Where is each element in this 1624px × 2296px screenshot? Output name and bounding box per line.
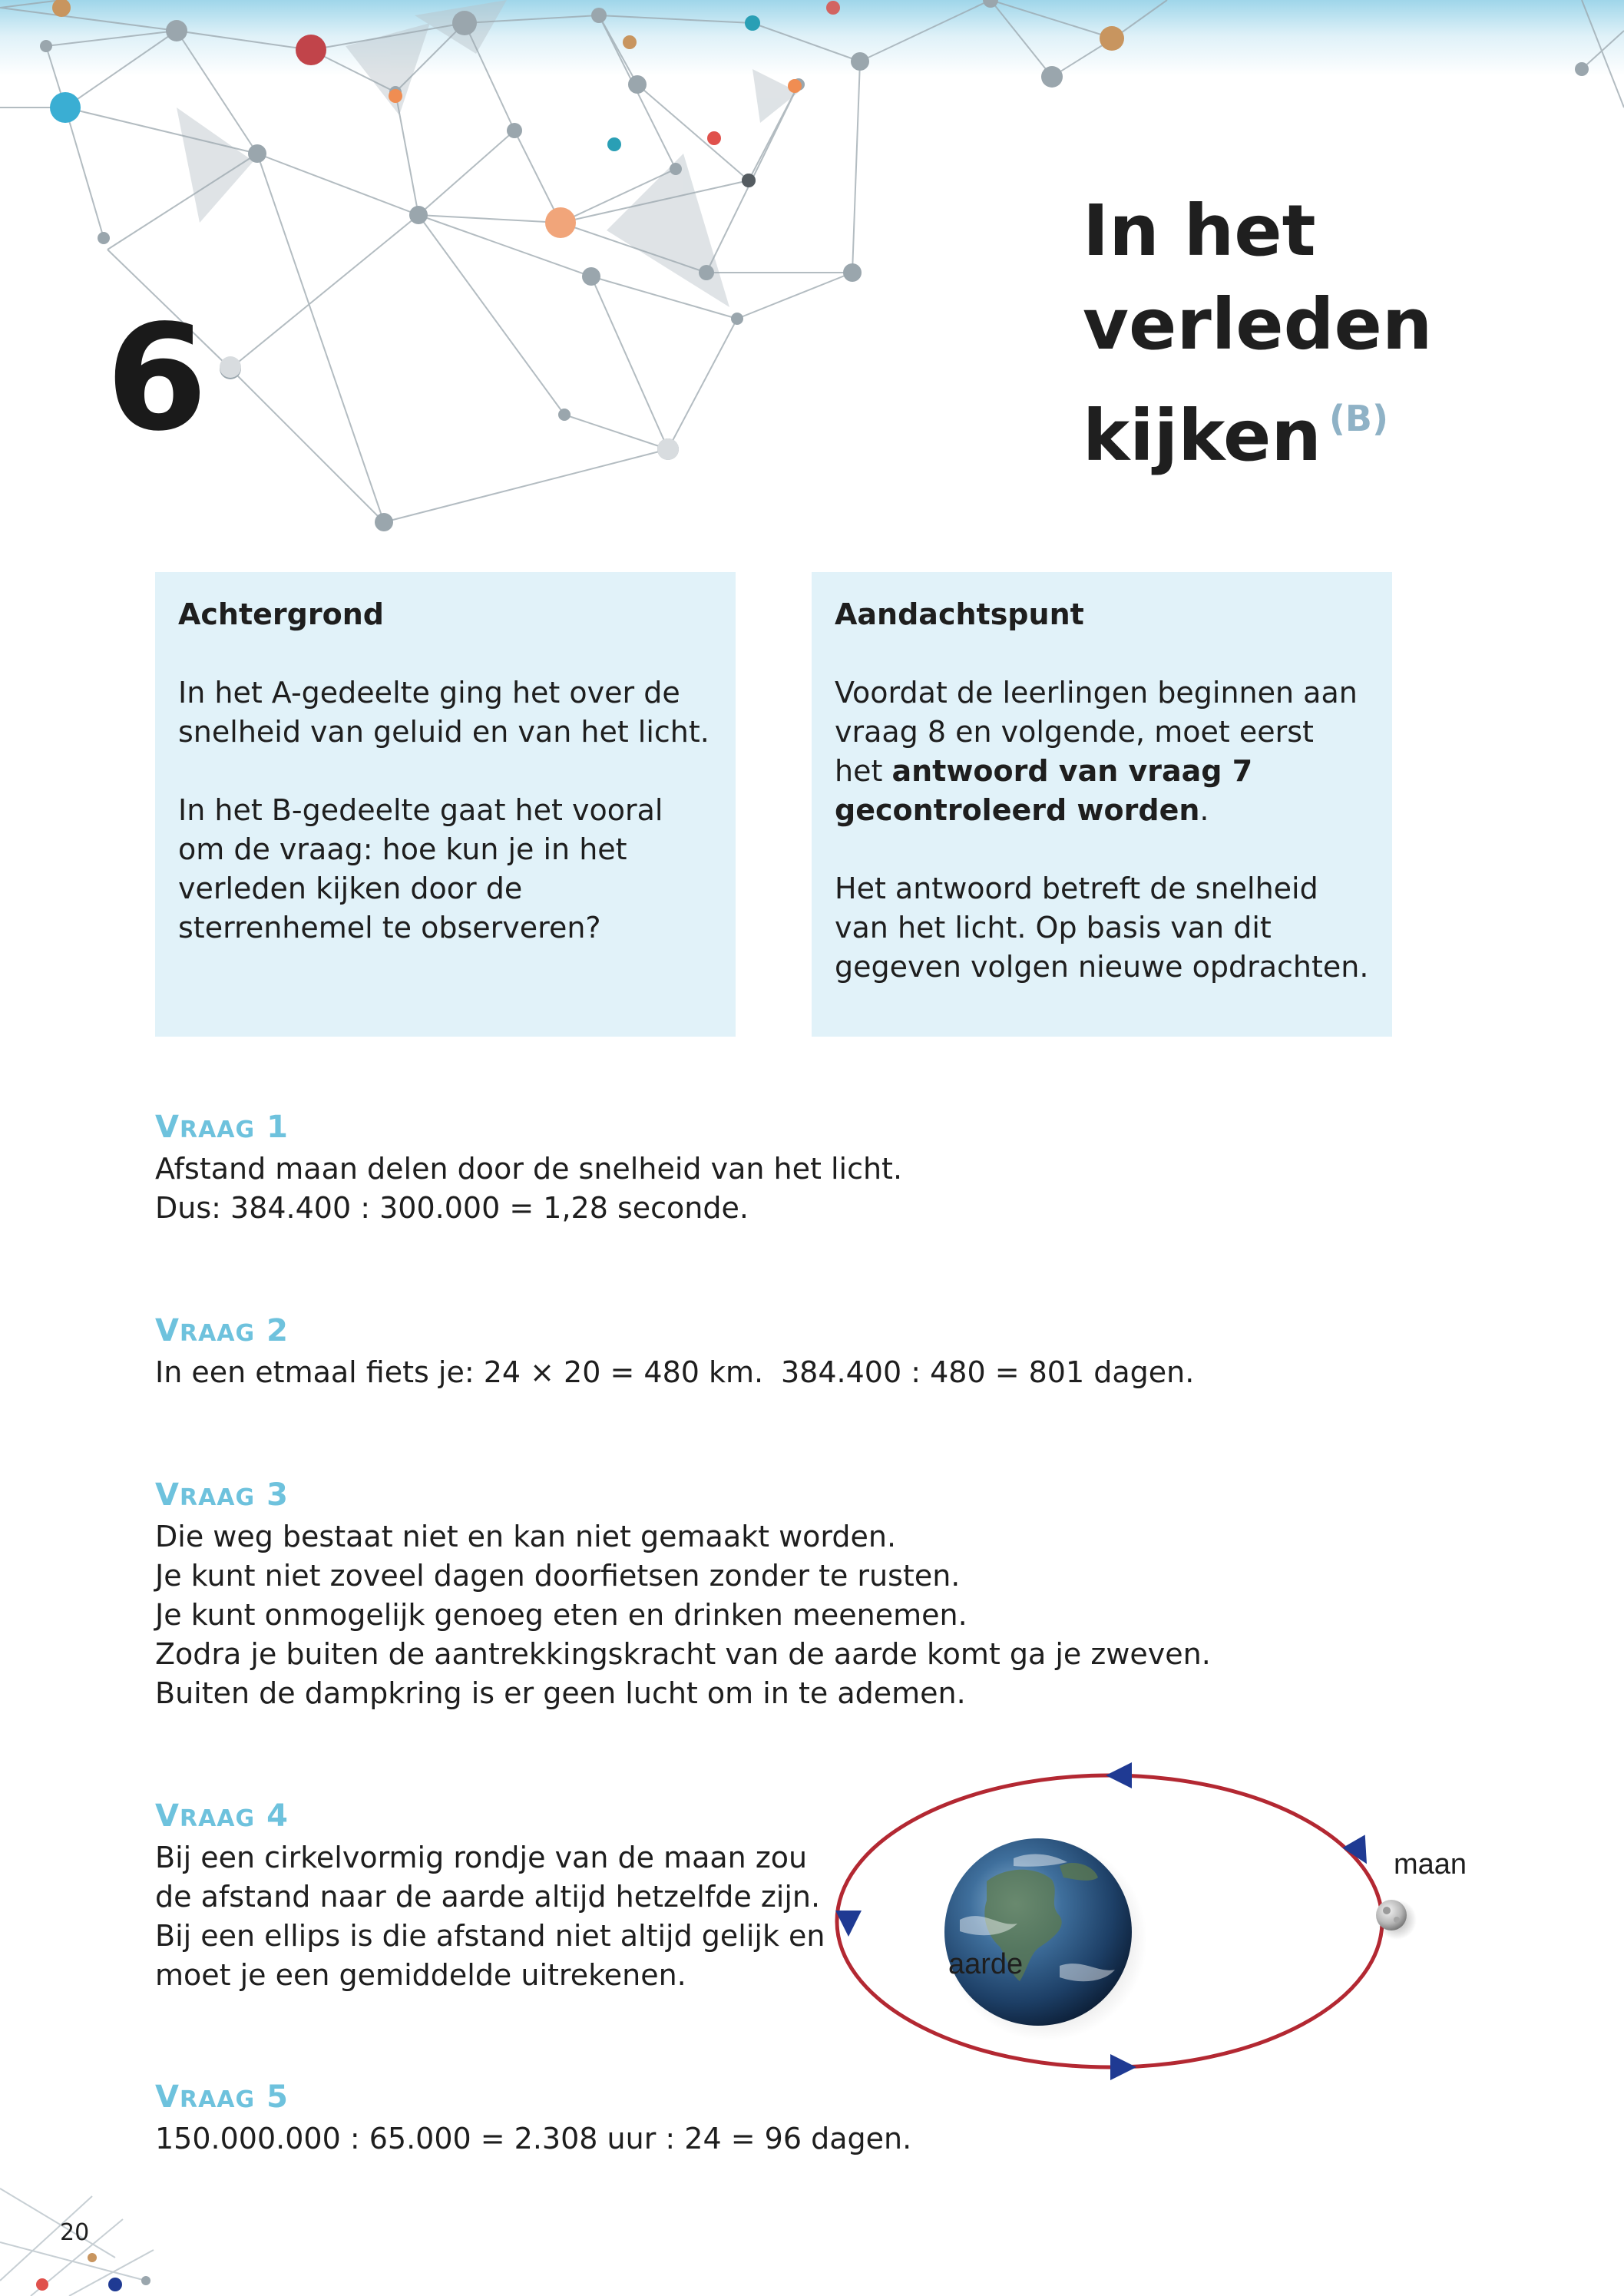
question-5-heading — [155, 2078, 911, 2119]
question-3-heading — [155, 1476, 1211, 1517]
question-3-line-1: Die weg bestaat niet en kan niet gemaakt worden. — [155, 1520, 897, 1553]
question-3 — [155, 1476, 1211, 1713]
page-title — [1083, 184, 1432, 483]
attention-heading: Aandachtspunt — [835, 597, 1084, 631]
moon — [1376, 1900, 1407, 1930]
moon-crater-1 — [1383, 1907, 1391, 1914]
background-paragraph-1: In het A-gedeelte ging het over de snelheid van geluid en van het licht. — [178, 676, 709, 749]
question-1 — [155, 1108, 902, 1228]
moon-crater-2 — [1394, 1917, 1400, 1923]
question-4-line-4: moet je een gemiddelde uitrekenen. — [155, 1958, 686, 1992]
attention-paragraph-1 — [835, 673, 1369, 830]
earth-label: aarde — [948, 1948, 1024, 1980]
question-2-number: 2 — [266, 1313, 289, 1348]
background-heading: Achtergrond — [178, 597, 384, 631]
question-4-heading — [155, 1797, 825, 1838]
question-3-line-4: Zodra je buiten de aantrekkingskracht van de aarde komt ga je zweven. — [155, 1637, 1211, 1671]
question-4-line-1: Bij een cirkelvormig rondje van de maan zou — [155, 1841, 808, 1874]
page-number: 20 — [60, 2219, 90, 2246]
question-3-number: 3 — [266, 1477, 289, 1513]
question-2-line-1: In een etmaal fiets je: 24 × 20 = 480 km. — [155, 1355, 764, 1389]
question-1-line-2: Dus: 384.400 : 300.000 = 1,28 seconde. — [155, 1191, 749, 1225]
question-5-line-1: 150.000.000 : 65.000 = 2.308 uur : 24 = 96 dagen. — [155, 2122, 912, 2155]
moon-orbit-diagram — [829, 1751, 1467, 2096]
question-1-heading — [155, 1108, 902, 1150]
question-3-line-2: Je kunt niet zoveel dagen doorfietsen zonder te rusten. — [155, 1559, 961, 1593]
question-5 — [155, 2078, 911, 2159]
question-4 — [155, 1797, 825, 1995]
question-1-label-first: V — [155, 1110, 180, 1145]
question-1-number: 1 — [266, 1110, 289, 1145]
question-5-label-first: V — [155, 2079, 180, 2115]
question-2-label-first: V — [155, 1313, 180, 1348]
attention-text-end: . — [1199, 793, 1209, 827]
arrow-bottom — [1110, 2054, 1136, 2080]
question-2-line-1-col2: 384.400 : 480 = 801 dagen. — [781, 1355, 1195, 1389]
question-3-line-3: Je kunt onmogelijk genoeg eten en drinken meenemen. — [155, 1598, 967, 1632]
question-3-label-rest: RAAG — [179, 1484, 256, 1511]
title-suffix: (B) — [1328, 398, 1388, 439]
question-2 — [155, 1312, 1195, 1392]
title-line-1: In het — [1083, 190, 1316, 272]
question-5-label-rest: RAAG — [179, 2086, 256, 2113]
question-3-label-first: V — [155, 1477, 180, 1513]
question-1-line-1: Afstand maan delen door de snelheid van het licht. — [155, 1152, 903, 1186]
title-line-3: kijken — [1083, 395, 1321, 477]
question-2-heading — [155, 1312, 763, 1353]
chapter-number: 6 — [106, 293, 205, 463]
question-4-label-rest: RAAG — [179, 1805, 256, 1832]
question-4-label-first: V — [155, 1798, 180, 1834]
arrow-top — [1106, 1762, 1132, 1788]
attention-text-start: Voordat de leerlingen beginnen aan vraag 8 en volgende, moet eerst het — [835, 676, 1358, 788]
moon-label: maan — [1394, 1848, 1467, 1881]
question-4-line-3: Bij een ellips is die afstand niet altijd gelijk en — [155, 1919, 825, 1953]
question-1-label-rest: RAAG — [179, 1117, 256, 1143]
background-box — [155, 572, 736, 1037]
question-3-line-5: Buiten de dampkring is er geen lucht om in te ademen. — [155, 1676, 966, 1710]
attention-paragraph-2: Het antwoord betreft de snelheid van het licht. Op basis van dit gegeven volgen nieuwe opdrachten. — [835, 872, 1369, 984]
question-2-label-rest: RAAG — [179, 1320, 256, 1347]
attention-text-bold: antwoord van vraag 7 gecontroleerd worden — [835, 754, 1253, 827]
title-line-2: verleden — [1083, 283, 1433, 366]
question-4-line-2: de afstand naar de aarde altijd hetzelfde zijn. — [155, 1880, 821, 1914]
question-5-number: 5 — [266, 2079, 289, 2115]
question-4-number: 4 — [266, 1798, 289, 1834]
background-paragraph-2: In het B-gedeelte gaat het vooral om de vraag: hoe kun je in het verleden kijken door de sterrenhemel te observeren? — [178, 793, 663, 945]
attention-box — [812, 572, 1392, 1037]
